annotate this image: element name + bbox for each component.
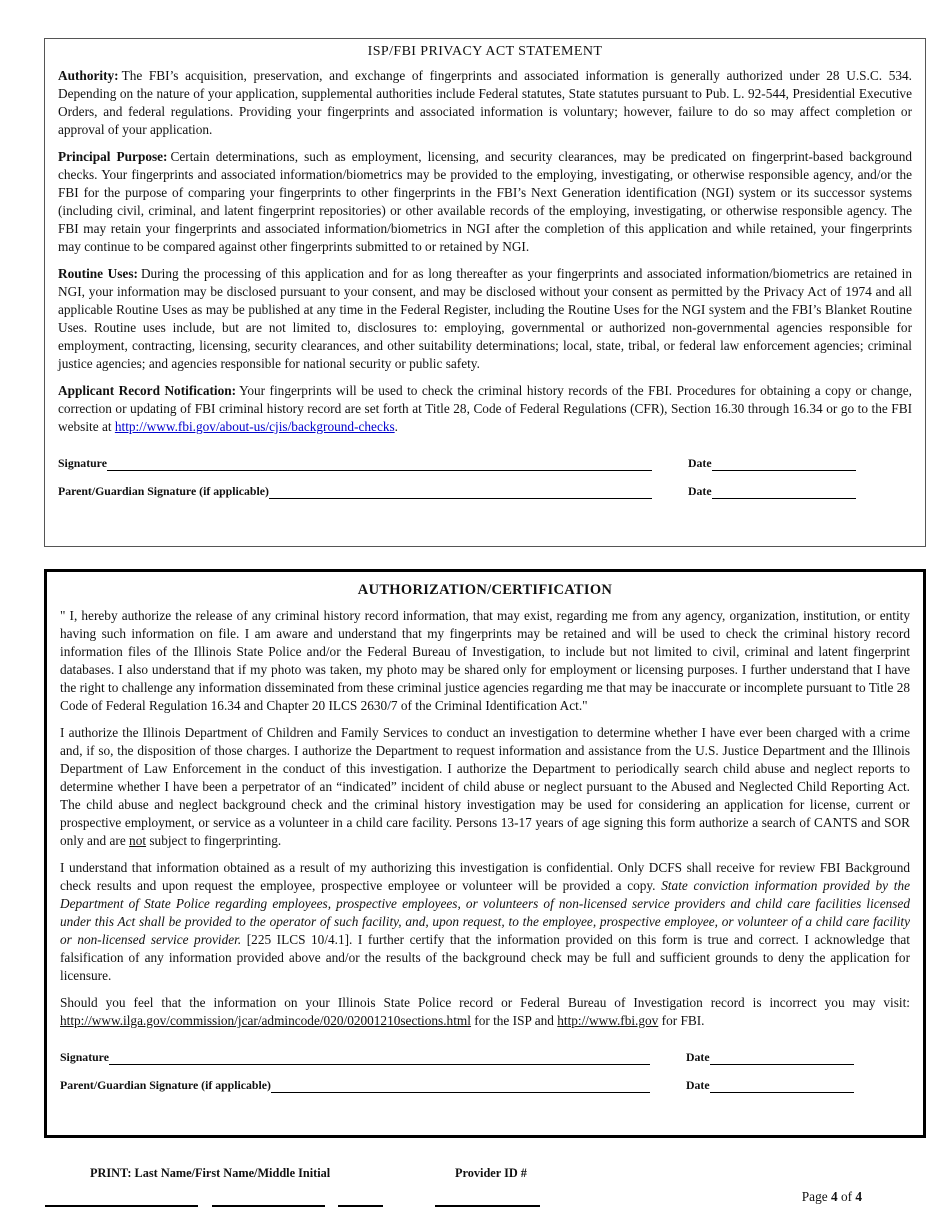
- authorization-paragraph-3: [60, 859, 910, 985]
- not-underlined-word: not: [129, 833, 147, 848]
- authorization-paragraph-2-text: I authorize the Illinois Department of Children and Family Services to conduct an investigation to determine whether I have ever been charged with a crime and, if so, the disposition of those charges. I authorize the Department to request information and assistance from the U.S. Justice Department and the Illinois Department of Law Enforcement in the conduct of this investigation. I authorize the Department to periodically search child abuse and neglect reports to determine whether I have been a perpetrator of an “indicated” incident of child abuse or neglect pursuant to the Abused and Neglected Child Reporting Act. The child abuse and neglect background check and the criminal history investigation may be used for considering an application for license, current or prospective employment, or service as a volunteer in a child care facility. Persons 13-17 years of age signing this form authorize a search of CANTS and SOR only and are: [60, 725, 910, 848]
- first-name-line: [212, 1205, 325, 1207]
- privacy-act-title: ISP/FBI PRIVACY ACT STATEMENT: [367, 44, 603, 59]
- applicant-record-label: Applicant Record Notification:: [58, 383, 237, 398]
- provider-id-label: Provider ID #: [455, 1166, 527, 1180]
- date-line: [712, 485, 856, 499]
- middle-initial-line: [338, 1205, 383, 1207]
- incorrect-record-text: Should you feel that the information on your Illinois State Police record or Federal Bureau of Investigation record is incorrect you may visit:: [60, 995, 910, 1010]
- applicant-record-text: Your fingerprints will be used to check the criminal history records of the FBI. Procedures for obtaining a copy or change, correction or updating of FBI criminal history record are set forth at Title 28, Code of Federal Regulations (CFR), Section 16.30 through 16.34 or go to the FBI website at: [58, 383, 912, 434]
- applicant-record-text-end: .: [394, 419, 398, 434]
- routine-uses-text: During the processing of this application and for as long thereafter as your fingerprints and associated information/biometrics are retained in NGI, your information may be disclosed pursuant to your consent, and may be disclosed without your consent as permitted by the Privacy Act of 1974 and all applicable Routine Uses as may be published at any time in the Federal Register, including the Routine Uses for the NGI system and the FBI’s Blanket Routine Uses. Routine uses include, but are not limited to, disclosures to: employing, governmental or authorized non-governmental agencies responsible for employment, contracting, licensing, security clearances, and other suitability determinations; local, state, tribal, or federal law enforcement agencies; criminal justice agencies; and agencies responsible for national security or public safety.: [58, 266, 913, 371]
- authorization-paragraph-4: [60, 994, 910, 1030]
- parent-signature-label: Parent/Guardian Signature (if applicable): [60, 1078, 271, 1092]
- date-label: Date: [686, 1078, 710, 1092]
- signature-label: Signature: [58, 456, 107, 470]
- signature-label: Signature: [60, 1050, 109, 1064]
- parent-signature-label: Parent/Guardian Signature (if applicable): [58, 484, 269, 498]
- date-line: [710, 1051, 854, 1065]
- page-number: [802, 1189, 862, 1205]
- fbi-gov-link[interactable]: http://www.fbi.gov: [557, 1013, 659, 1028]
- privacy-signature-row: [58, 453, 912, 471]
- authority-label: Authority:: [58, 68, 119, 83]
- parent-signature-line: [271, 1079, 650, 1093]
- principal-purpose-text: Certain determinations, such as employment, licensing, and security clearances, may be predicated on fingerprint-based background checks. Your fingerprints and associated information/biometrics may be provided to the employing, investigating, or otherwise responsible agency, and/or the FBI for the purpose of comparing your fingerprints to other fingerprints in the FBI’s Next Generation identification (NGI) system or its successor systems (including civil, criminal, and latent fingerprint repositories) or other available records of the employing, investigating, or otherwise responsible agency. The FBI may retain your fingerprints and associated information/biometrics in NGI after the completion of this application and while retained, your fingerprints may continue to be compared against other fingerprints submitted to or retained by NGI.: [58, 149, 912, 254]
- date-label: Date: [688, 484, 712, 498]
- principal-purpose-label: Principal Purpose:: [58, 149, 168, 164]
- applicant-record-paragraph: [58, 382, 912, 436]
- authorization-paragraph-2: [60, 724, 910, 850]
- authority-paragraph: [58, 67, 912, 139]
- provider-id-line: [435, 1205, 540, 1207]
- routine-uses-paragraph: [58, 265, 912, 373]
- certification-text: [225 ILCS 10/4.1]. I further certify that the information provided on this form is true and correct. I acknowledge that falsification of any information provided above and/or the results of the background check may be full and sufficient grounds to deny the application for licensure.: [60, 932, 910, 983]
- authorization-signature-row: [60, 1047, 910, 1065]
- ilga-admincode-link[interactable]: http://www.ilga.gov/commission/jcar/admincode/020/02001210sections.html: [60, 1013, 471, 1028]
- principal-purpose-paragraph: [58, 148, 912, 256]
- page-current: 4: [830, 1189, 838, 1204]
- date-label: Date: [688, 456, 712, 470]
- privacy-parent-signature-row: [58, 481, 912, 499]
- for-fbi-text: for FBI.: [658, 1013, 705, 1028]
- page-word: Page: [801, 1189, 828, 1204]
- last-name-line: [45, 1205, 198, 1207]
- authorization-paragraph-2-text-end: subject to fingerprinting.: [146, 833, 282, 848]
- routine-uses-label: Routine Uses:: [58, 266, 138, 281]
- authorization-parent-signature-row: [60, 1075, 910, 1093]
- for-isp-text: for the ISP and: [470, 1013, 558, 1028]
- date-line: [710, 1079, 854, 1093]
- confidentiality-text: I understand that information obtained as a result of my authorizing this investigation is confidential. Only DCFS shall receive for review FBI Background check results and upon request the employee, prospective employee or volunteer will be provided a copy.: [60, 860, 910, 893]
- state-conviction-italic-text: State conviction information provided by the Department of State Police regarding employees, prospective employees, or volunteers of non-licensed service providers and child care facilities licensed under this Act shall be provided to the operator of such facility, and, upon request, to the employee, prospective employee, or volunteer of a child care facility or non-licensed service provider.: [60, 878, 910, 947]
- authorization-paragraph-1: [60, 607, 910, 715]
- authority-text: The FBI’s acquisition, preservation, and exchange of fingerprints and associated information is generally authorized under 28 U.S.C. 534. Depending on the nature of your application, supplemental authorities include Federal statutes, State statutes pursuant to Pub. L. 92-544, Presidential Executive Orders, and federal regulations. Providing your fingerprints and associated information is voluntary; however, failure to do so may affect completion or approval of your application.: [58, 68, 912, 137]
- parent-signature-line: [269, 485, 652, 499]
- authorization-paragraph-1-text: " I, hereby authorize the release of any criminal history record information, that may exist, regarding me from any agency, organization, institution, or entity having such information on file. I am aware and understand that my fingerprints may be retained and will be used to check the criminal history record information files of the Illinois State Police and/or the Federal Bureau of Investigation, to include but not limited to civil, criminal and latent fingerprint databases. I also understand that if my photo was taken, my photo may be shared only for employment or licensing purposes. I further understand that I have the right to challenge any information disseminated from these criminal justice agencies regarding me that may be inaccurate or incomplete pursuant to Title 28 Code of Federal Regulation 16.34 and Chapter 20 ILCS 2630/7 of the Criminal Identification Act.": [60, 608, 910, 713]
- date-label: Date: [686, 1050, 710, 1064]
- fbi-background-checks-link[interactable]: http://www.fbi.gov/about-us/cjis/background-checks: [114, 419, 395, 434]
- authorization-certification-section: [44, 569, 926, 1138]
- of-word: of: [840, 1189, 853, 1204]
- page-total: 4: [855, 1189, 862, 1204]
- signature-line: [109, 1051, 650, 1065]
- privacy-act-statement-section: [44, 38, 926, 547]
- print-name-label: PRINT: Last Name/First Name/Middle Initial: [90, 1166, 331, 1180]
- date-line: [712, 457, 856, 471]
- authorization-title: AUTHORIZATION/CERTIFICATION: [357, 582, 613, 598]
- signature-line: [107, 457, 652, 471]
